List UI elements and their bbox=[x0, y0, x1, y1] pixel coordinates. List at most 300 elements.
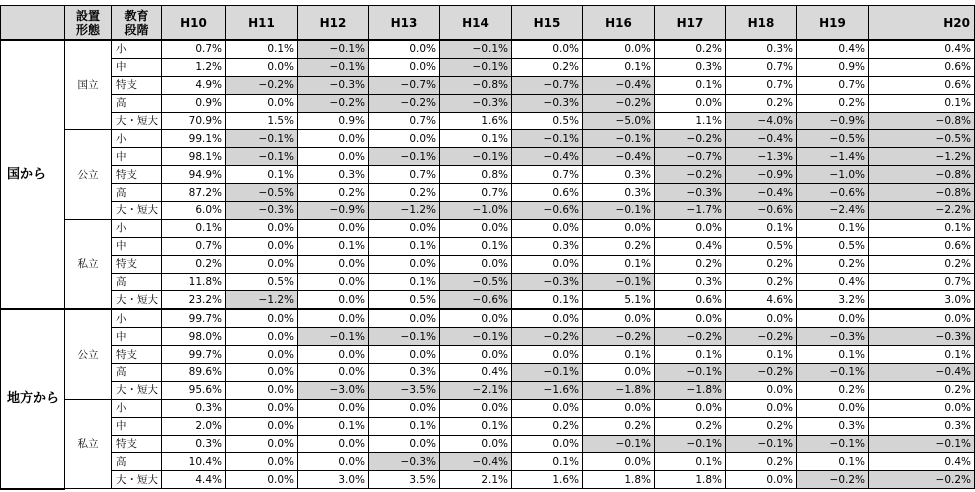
value-cell: 0.0% bbox=[583, 219, 655, 237]
value-cell: 0.0% bbox=[226, 219, 298, 237]
value-cell: −0.1% bbox=[369, 328, 440, 346]
value-cell: 0.2% bbox=[797, 255, 869, 273]
value-cell: 0.1% bbox=[869, 219, 975, 237]
value-cell: 0.1% bbox=[655, 76, 726, 94]
column-header: H13 bbox=[369, 6, 440, 41]
value-cell: 0.7% bbox=[162, 237, 226, 255]
value-cell: −0.7% bbox=[655, 148, 726, 166]
table-row bbox=[1, 40, 975, 58]
value-cell: 4.6% bbox=[726, 291, 797, 309]
value-cell: 0.0% bbox=[726, 471, 797, 489]
value-cell: 0.0% bbox=[440, 255, 512, 273]
value-cell: −1.4% bbox=[797, 148, 869, 166]
value-cell: 0.2% bbox=[583, 237, 655, 255]
value-cell: −2.1% bbox=[440, 381, 512, 399]
value-cell: 0.5% bbox=[369, 291, 440, 309]
column-header: H17 bbox=[655, 6, 726, 41]
value-cell: −0.2% bbox=[655, 166, 726, 184]
table-row bbox=[1, 364, 975, 382]
column-header: H14 bbox=[440, 6, 512, 41]
value-cell: 0.0% bbox=[369, 346, 440, 364]
value-cell: 0.0% bbox=[298, 291, 369, 309]
value-cell: −0.1% bbox=[512, 364, 583, 382]
value-cell: −0.4% bbox=[583, 148, 655, 166]
value-cell: −0.2% bbox=[583, 94, 655, 112]
value-cell: 0.2% bbox=[726, 453, 797, 471]
value-cell: 3.0% bbox=[298, 471, 369, 489]
value-cell: −0.1% bbox=[512, 130, 583, 148]
value-cell: −1.2% bbox=[369, 202, 440, 220]
value-cell: 0.4% bbox=[797, 273, 869, 291]
value-cell: 2.0% bbox=[162, 417, 226, 435]
value-cell: 0.0% bbox=[869, 309, 975, 327]
value-cell: 0.7% bbox=[726, 58, 797, 76]
value-cell: −0.8% bbox=[869, 112, 975, 130]
value-cell: −0.1% bbox=[440, 328, 512, 346]
column-header: H18 bbox=[726, 6, 797, 41]
value-cell: −0.2% bbox=[655, 130, 726, 148]
value-cell: −0.6% bbox=[440, 291, 512, 309]
value-cell: 1.6% bbox=[512, 471, 583, 489]
table-row bbox=[1, 471, 975, 489]
value-cell: −0.1% bbox=[369, 148, 440, 166]
value-cell: 0.2% bbox=[726, 273, 797, 291]
education-stage-label: 特支 bbox=[112, 255, 162, 273]
value-cell: −0.8% bbox=[869, 184, 975, 202]
value-cell: 0.0% bbox=[226, 309, 298, 327]
value-cell: 0.9% bbox=[797, 58, 869, 76]
table-row bbox=[1, 346, 975, 364]
column-header: H12 bbox=[298, 6, 369, 41]
value-cell: 0.0% bbox=[298, 255, 369, 273]
table-row bbox=[1, 309, 975, 327]
value-cell: 0.1% bbox=[797, 219, 869, 237]
value-cell: 0.0% bbox=[226, 399, 298, 417]
value-cell: −0.4% bbox=[512, 148, 583, 166]
column-header bbox=[1, 6, 65, 41]
education-stage-label: 中 bbox=[112, 237, 162, 255]
value-cell: 0.0% bbox=[440, 346, 512, 364]
value-cell: −1.6% bbox=[512, 381, 583, 399]
value-cell: 87.2% bbox=[162, 184, 226, 202]
value-cell: −0.6% bbox=[726, 202, 797, 220]
value-cell: 0.1% bbox=[226, 40, 298, 58]
value-cell: −0.1% bbox=[440, 40, 512, 58]
value-cell: 0.1% bbox=[726, 346, 797, 364]
value-cell: −0.1% bbox=[226, 148, 298, 166]
value-cell: −0.1% bbox=[583, 273, 655, 291]
table-body bbox=[1, 40, 975, 489]
value-cell: 0.0% bbox=[369, 40, 440, 58]
value-cell: −1.2% bbox=[226, 291, 298, 309]
school-type-label: 国立 bbox=[65, 40, 112, 130]
region-label: 国から bbox=[1, 40, 65, 309]
value-cell: 0.0% bbox=[369, 130, 440, 148]
value-cell: 0.0% bbox=[440, 309, 512, 327]
value-cell: −0.3% bbox=[869, 328, 975, 346]
value-cell: 4.4% bbox=[162, 471, 226, 489]
value-cell: 3.0% bbox=[869, 291, 975, 309]
value-cell: −0.6% bbox=[797, 184, 869, 202]
education-stage-label: 高 bbox=[112, 94, 162, 112]
value-cell: 99.7% bbox=[162, 346, 226, 364]
value-cell: 0.0% bbox=[369, 219, 440, 237]
education-stage-label: 大・短大 bbox=[112, 202, 162, 220]
value-cell: 0.3% bbox=[869, 417, 975, 435]
value-cell: 0.0% bbox=[298, 148, 369, 166]
value-cell: 0.1% bbox=[512, 291, 583, 309]
value-cell: 0.0% bbox=[726, 381, 797, 399]
table-row bbox=[1, 237, 975, 255]
value-cell: −0.6% bbox=[512, 202, 583, 220]
value-cell: 0.1% bbox=[726, 219, 797, 237]
value-cell: 0.0% bbox=[298, 364, 369, 382]
value-cell: 89.6% bbox=[162, 364, 226, 382]
value-cell: −0.2% bbox=[726, 364, 797, 382]
value-cell: 0.0% bbox=[583, 453, 655, 471]
value-cell: 0.2% bbox=[869, 255, 975, 273]
value-cell: 0.5% bbox=[797, 237, 869, 255]
education-stage-label: 中 bbox=[112, 417, 162, 435]
value-cell: 0.1% bbox=[583, 255, 655, 273]
value-cell: 99.1% bbox=[162, 130, 226, 148]
value-cell: 0.0% bbox=[655, 309, 726, 327]
value-cell: −0.1% bbox=[298, 58, 369, 76]
column-header: H19 bbox=[797, 6, 869, 41]
value-cell: 0.1% bbox=[583, 58, 655, 76]
value-cell: 0.4% bbox=[655, 237, 726, 255]
value-cell: −0.9% bbox=[797, 112, 869, 130]
value-cell: −1.0% bbox=[440, 202, 512, 220]
table-row bbox=[1, 399, 975, 417]
value-cell: 0.2% bbox=[162, 255, 226, 273]
value-cell: 0.1% bbox=[797, 346, 869, 364]
value-cell: 0.0% bbox=[369, 435, 440, 453]
education-stage-label: 特支 bbox=[112, 76, 162, 94]
value-cell: −2.2% bbox=[869, 202, 975, 220]
value-cell: 0.2% bbox=[726, 94, 797, 112]
value-cell: −5.0% bbox=[583, 112, 655, 130]
value-cell: 1.1% bbox=[655, 112, 726, 130]
value-cell: −0.3% bbox=[797, 328, 869, 346]
value-cell: 0.5% bbox=[512, 112, 583, 130]
value-cell: 0.0% bbox=[583, 40, 655, 58]
table-row bbox=[1, 435, 975, 453]
value-cell: −1.0% bbox=[797, 166, 869, 184]
value-cell: 0.1% bbox=[655, 453, 726, 471]
value-cell: 0.7% bbox=[512, 166, 583, 184]
column-header: H20 bbox=[869, 6, 975, 41]
value-cell: −0.1% bbox=[298, 40, 369, 58]
value-cell: −1.3% bbox=[726, 148, 797, 166]
value-cell: 0.0% bbox=[298, 435, 369, 453]
value-cell: 0.1% bbox=[869, 94, 975, 112]
value-cell: 0.0% bbox=[797, 309, 869, 327]
value-cell: 0.0% bbox=[797, 399, 869, 417]
value-cell: 0.1% bbox=[797, 453, 869, 471]
education-stage-label: 大・短大 bbox=[112, 471, 162, 489]
education-stage-label: 特支 bbox=[112, 166, 162, 184]
table-row bbox=[1, 112, 975, 130]
value-cell: 0.2% bbox=[369, 184, 440, 202]
value-cell: 0.7% bbox=[162, 40, 226, 58]
table-row bbox=[1, 381, 975, 399]
value-cell: −0.4% bbox=[869, 364, 975, 382]
education-stage-label: 高 bbox=[112, 273, 162, 291]
value-cell: −1.7% bbox=[655, 202, 726, 220]
value-cell: −1.2% bbox=[869, 148, 975, 166]
value-cell: 0.1% bbox=[226, 166, 298, 184]
value-cell: −0.1% bbox=[583, 130, 655, 148]
value-cell: 0.0% bbox=[226, 58, 298, 76]
value-cell: 0.3% bbox=[726, 40, 797, 58]
value-cell: 0.2% bbox=[726, 255, 797, 273]
value-cell: 0.1% bbox=[369, 417, 440, 435]
value-cell: −0.1% bbox=[583, 202, 655, 220]
value-cell: 0.1% bbox=[512, 453, 583, 471]
value-cell: −0.9% bbox=[726, 166, 797, 184]
value-cell: 0.9% bbox=[298, 112, 369, 130]
value-cell: 0.0% bbox=[583, 309, 655, 327]
value-cell: 0.3% bbox=[655, 273, 726, 291]
column-header: H16 bbox=[583, 6, 655, 41]
value-cell: 0.0% bbox=[369, 399, 440, 417]
value-cell: 0.0% bbox=[512, 255, 583, 273]
table-row bbox=[1, 219, 975, 237]
value-cell: 1.8% bbox=[655, 471, 726, 489]
value-cell: −0.2% bbox=[869, 471, 975, 489]
education-stage-label: 大・短大 bbox=[112, 381, 162, 399]
value-cell: 0.2% bbox=[583, 417, 655, 435]
value-cell: 0.0% bbox=[226, 471, 298, 489]
value-cell: −0.1% bbox=[226, 130, 298, 148]
value-cell: 0.0% bbox=[226, 255, 298, 273]
value-cell: −0.2% bbox=[583, 328, 655, 346]
value-cell: 0.0% bbox=[512, 399, 583, 417]
value-cell: 0.4% bbox=[869, 453, 975, 471]
value-cell: −0.1% bbox=[298, 328, 369, 346]
value-cell: 0.0% bbox=[369, 58, 440, 76]
value-cell: 0.4% bbox=[869, 40, 975, 58]
value-cell: 95.6% bbox=[162, 381, 226, 399]
value-cell: −0.5% bbox=[440, 273, 512, 291]
table-row bbox=[1, 273, 975, 291]
value-cell: −1.8% bbox=[655, 381, 726, 399]
value-cell: 0.2% bbox=[797, 381, 869, 399]
value-cell: 0.0% bbox=[298, 399, 369, 417]
value-cell: −0.9% bbox=[298, 202, 369, 220]
table-row bbox=[1, 166, 975, 184]
education-stage-label: 中 bbox=[112, 58, 162, 76]
value-cell: 0.0% bbox=[226, 453, 298, 471]
value-cell: −0.7% bbox=[512, 76, 583, 94]
value-cell: 0.3% bbox=[797, 417, 869, 435]
table-row bbox=[1, 202, 975, 220]
education-stage-label: 特支 bbox=[112, 346, 162, 364]
table-row bbox=[1, 255, 975, 273]
value-cell: 0.4% bbox=[797, 40, 869, 58]
school-type-label: 公立 bbox=[65, 130, 112, 219]
value-cell: 0.1% bbox=[655, 346, 726, 364]
value-cell: 0.6% bbox=[869, 76, 975, 94]
value-cell: 0.4% bbox=[440, 364, 512, 382]
value-cell: 0.0% bbox=[369, 255, 440, 273]
value-cell: −0.1% bbox=[655, 435, 726, 453]
value-cell: 0.2% bbox=[512, 58, 583, 76]
table-row bbox=[1, 453, 975, 471]
value-cell: −0.5% bbox=[797, 130, 869, 148]
education-stage-label: 中 bbox=[112, 148, 162, 166]
column-header: 設置 形態 bbox=[65, 6, 112, 41]
value-cell: 0.3% bbox=[298, 166, 369, 184]
column-header: H11 bbox=[226, 6, 298, 41]
value-cell: −0.3% bbox=[226, 202, 298, 220]
education-stage-label: 高 bbox=[112, 453, 162, 471]
value-cell: 0.0% bbox=[226, 435, 298, 453]
value-cell: −0.1% bbox=[440, 148, 512, 166]
value-cell: 2.1% bbox=[440, 471, 512, 489]
value-cell: −0.4% bbox=[726, 130, 797, 148]
value-cell: 11.8% bbox=[162, 273, 226, 291]
value-cell: −0.1% bbox=[869, 435, 975, 453]
value-cell: 0.2% bbox=[298, 184, 369, 202]
value-cell: 0.0% bbox=[655, 94, 726, 112]
value-cell: 0.0% bbox=[655, 219, 726, 237]
table-row bbox=[1, 76, 975, 94]
value-cell: 23.2% bbox=[162, 291, 226, 309]
value-cell: 98.0% bbox=[162, 328, 226, 346]
value-cell: −0.3% bbox=[655, 184, 726, 202]
value-cell: −0.2% bbox=[369, 94, 440, 112]
value-cell: 0.0% bbox=[440, 219, 512, 237]
education-stage-label: 特支 bbox=[112, 435, 162, 453]
value-cell: 0.1% bbox=[869, 346, 975, 364]
value-cell: −0.5% bbox=[869, 130, 975, 148]
value-cell: 3.2% bbox=[797, 291, 869, 309]
value-cell: 0.7% bbox=[797, 76, 869, 94]
table-row bbox=[1, 184, 975, 202]
value-cell: 0.2% bbox=[655, 417, 726, 435]
value-cell: 0.1% bbox=[440, 417, 512, 435]
value-cell: −0.8% bbox=[869, 166, 975, 184]
value-cell: −0.2% bbox=[797, 471, 869, 489]
value-cell: 0.6% bbox=[655, 291, 726, 309]
value-cell: −0.1% bbox=[655, 364, 726, 382]
value-cell: 0.3% bbox=[162, 435, 226, 453]
value-cell: 70.9% bbox=[162, 112, 226, 130]
value-cell: 0.0% bbox=[512, 40, 583, 58]
value-cell: −0.3% bbox=[369, 453, 440, 471]
value-cell: 0.1% bbox=[440, 130, 512, 148]
education-stage-label: 大・短大 bbox=[112, 291, 162, 309]
value-cell: 0.6% bbox=[869, 58, 975, 76]
value-cell: 0.0% bbox=[726, 399, 797, 417]
value-cell: 0.0% bbox=[298, 130, 369, 148]
value-cell: 0.1% bbox=[162, 219, 226, 237]
value-cell: −0.1% bbox=[797, 364, 869, 382]
value-cell: 99.7% bbox=[162, 309, 226, 327]
value-cell: 1.5% bbox=[226, 112, 298, 130]
value-cell: −0.3% bbox=[298, 76, 369, 94]
value-cell: 0.1% bbox=[369, 273, 440, 291]
value-cell: 0.5% bbox=[726, 237, 797, 255]
value-cell: −0.2% bbox=[655, 328, 726, 346]
value-cell: 0.3% bbox=[583, 184, 655, 202]
value-cell: −0.4% bbox=[583, 76, 655, 94]
value-cell: 0.2% bbox=[726, 417, 797, 435]
value-cell: 0.0% bbox=[512, 219, 583, 237]
value-cell: −3.5% bbox=[369, 381, 440, 399]
value-cell: 0.0% bbox=[869, 399, 975, 417]
value-cell: 0.0% bbox=[440, 399, 512, 417]
value-cell: 1.2% bbox=[162, 58, 226, 76]
value-cell: 0.0% bbox=[298, 309, 369, 327]
value-cell: −3.0% bbox=[298, 381, 369, 399]
value-cell: 0.1% bbox=[440, 237, 512, 255]
value-cell: −0.2% bbox=[298, 94, 369, 112]
education-stage-label: 小 bbox=[112, 40, 162, 58]
value-cell: 0.3% bbox=[369, 364, 440, 382]
value-cell: 0.1% bbox=[298, 417, 369, 435]
data-table bbox=[0, 5, 975, 490]
value-cell: 0.9% bbox=[162, 94, 226, 112]
value-cell: 10.4% bbox=[162, 453, 226, 471]
education-stage-label: 中 bbox=[112, 328, 162, 346]
table-row bbox=[1, 291, 975, 309]
value-cell: −0.3% bbox=[512, 273, 583, 291]
value-cell: 0.5% bbox=[226, 273, 298, 291]
value-cell: 0.0% bbox=[226, 417, 298, 435]
value-cell: −0.1% bbox=[440, 58, 512, 76]
value-cell: 0.0% bbox=[726, 309, 797, 327]
value-cell: 0.6% bbox=[512, 184, 583, 202]
education-stage-label: 高 bbox=[112, 184, 162, 202]
value-cell: 0.0% bbox=[440, 435, 512, 453]
school-type-label: 私立 bbox=[65, 399, 112, 488]
education-stage-label: 小 bbox=[112, 130, 162, 148]
value-cell: 0.0% bbox=[298, 453, 369, 471]
value-cell: −0.1% bbox=[726, 435, 797, 453]
value-cell: 0.0% bbox=[226, 328, 298, 346]
value-cell: 0.0% bbox=[512, 435, 583, 453]
value-cell: 0.0% bbox=[512, 346, 583, 364]
value-cell: 0.0% bbox=[512, 309, 583, 327]
value-cell: −0.7% bbox=[369, 76, 440, 94]
value-cell: 0.3% bbox=[655, 58, 726, 76]
education-stage-label: 小 bbox=[112, 309, 162, 327]
education-stage-label: 小 bbox=[112, 219, 162, 237]
education-stage-label: 小 bbox=[112, 399, 162, 417]
value-cell: −0.4% bbox=[440, 453, 512, 471]
value-cell: 0.7% bbox=[369, 112, 440, 130]
value-cell: 0.2% bbox=[869, 381, 975, 399]
table-header bbox=[1, 6, 975, 41]
value-cell: −2.4% bbox=[797, 202, 869, 220]
value-cell: 94.9% bbox=[162, 166, 226, 184]
value-cell: −0.3% bbox=[512, 94, 583, 112]
value-cell: 0.0% bbox=[226, 364, 298, 382]
column-header: H10 bbox=[162, 6, 226, 41]
value-cell: 0.0% bbox=[298, 273, 369, 291]
table-row bbox=[1, 94, 975, 112]
value-cell: 0.2% bbox=[512, 417, 583, 435]
table-row bbox=[1, 130, 975, 148]
value-cell: 3.5% bbox=[369, 471, 440, 489]
table-row bbox=[1, 58, 975, 76]
value-cell: 0.8% bbox=[440, 166, 512, 184]
value-cell: 0.3% bbox=[583, 166, 655, 184]
value-cell: −0.5% bbox=[226, 184, 298, 202]
